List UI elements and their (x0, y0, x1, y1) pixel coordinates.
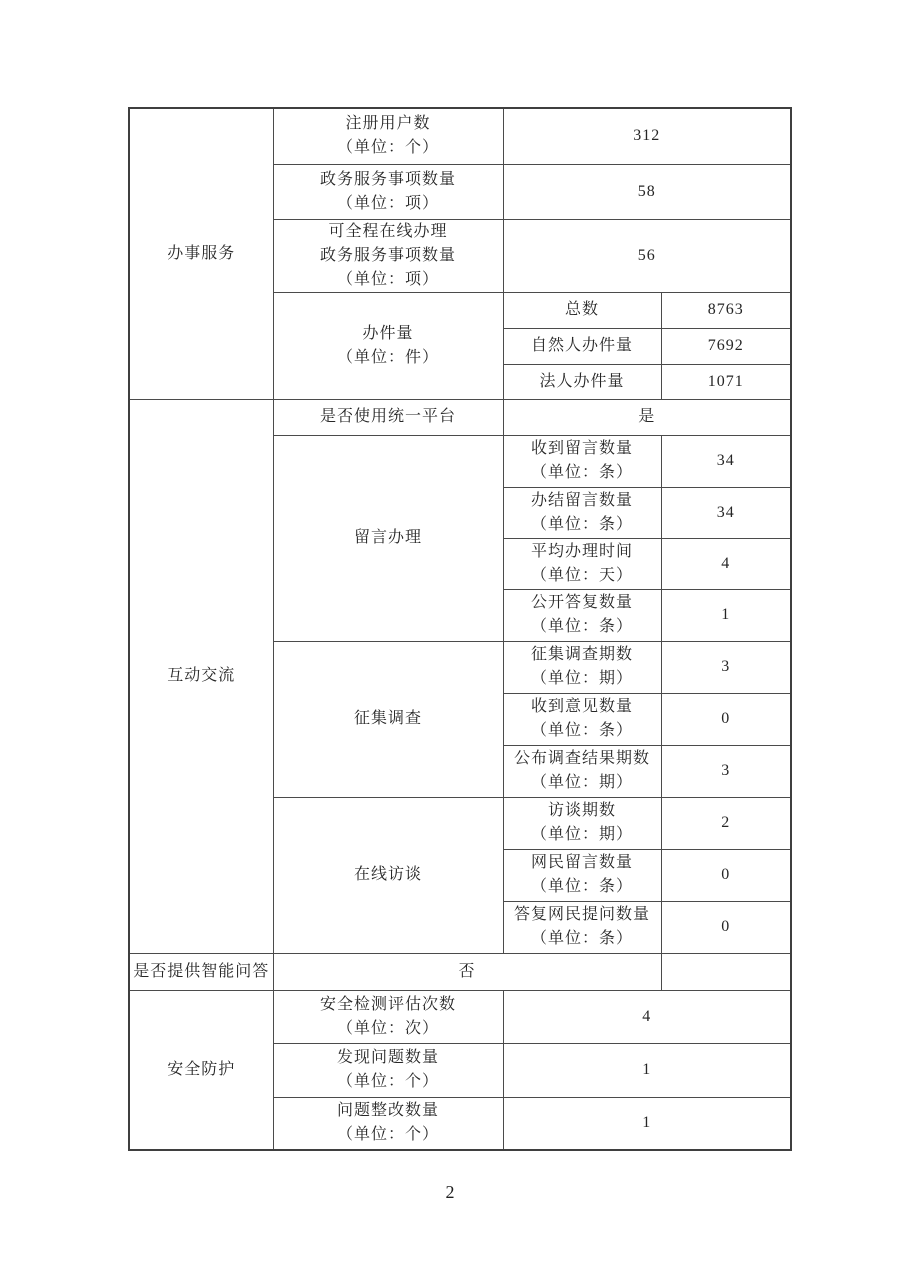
category-label: 安全防护 (167, 1060, 236, 1078)
government-service-report-table (128, 107, 792, 1151)
metric-label: 政务服务事项数量 (319, 246, 456, 264)
metric-value: 是 (503, 399, 791, 435)
metric-value: 58 (503, 164, 791, 219)
metric-label: 可全程在线办理 (328, 222, 448, 240)
metric-value: 1 (503, 1097, 791, 1150)
sub-metric-value: 2 (661, 797, 791, 849)
sub-metric-value: 3 (661, 745, 791, 797)
metric-unit: （单位：个） (336, 139, 439, 157)
sub-metric-value: 34 (661, 487, 791, 538)
page-number: 2 (445, 1182, 455, 1202)
group-label: 办件量 (362, 324, 414, 342)
metric-unit: （单位：个） (336, 1073, 439, 1090)
sub-metric-label: 访谈期数 (547, 802, 616, 819)
sub-metric-unit: （单位：条） (530, 878, 633, 895)
sub-metric-unit: （单位：条） (530, 618, 633, 635)
metric-label: 是否提供智能问答 (129, 953, 273, 990)
sub-metric-label: 网民留言数量 (530, 854, 633, 871)
sub-metric-unit: （单位：期） (530, 774, 633, 791)
metric-label: 是否使用统一平台 (273, 399, 503, 435)
sub-metric-unit: （单位：条） (530, 464, 633, 481)
sub-metric-value: 0 (661, 693, 791, 745)
metric-label-cell (273, 990, 503, 1043)
sub-metric-label: 公开答复数量 (530, 594, 633, 611)
category-cell-security (129, 990, 273, 1150)
sub-metric-unit: （单位：天） (530, 566, 633, 584)
metric-value: 56 (503, 219, 791, 292)
sub-metric-label: 公布调查结果期数 (513, 750, 650, 767)
sub-metric-label: 自然人办件量 (503, 328, 661, 364)
metric-label: 政务服务事项数量 (319, 170, 456, 188)
metric-label-cell (273, 1043, 503, 1097)
sub-metric-value: 8763 (661, 292, 791, 328)
metric-unit: （单位：个） (336, 1126, 439, 1144)
sub-metric-label-cell (503, 435, 661, 487)
sub-metric-value: 1071 (661, 364, 791, 399)
metric-label: 发现问题数量 (336, 1049, 439, 1066)
sub-metric-unit: （单位：期） (530, 826, 633, 843)
sub-metric-label-cell (503, 693, 661, 745)
metric-label: 问题整改数量 (336, 1102, 439, 1120)
sub-metric-label-cell (503, 797, 661, 849)
sub-metric-label-cell (503, 849, 661, 901)
metric-value: 1 (503, 1043, 791, 1097)
category-label: 办事服务 (167, 244, 236, 262)
metric-value: 312 (503, 108, 791, 164)
metric-label: 注册用户数 (345, 115, 431, 133)
sub-metric-label-cell (503, 589, 661, 641)
metric-label-cell (273, 1097, 503, 1150)
metric-unit: （单位：项） (336, 194, 439, 212)
sub-metric-unit: （单位：期） (530, 670, 633, 687)
sub-metric-label: 法人办件量 (503, 364, 661, 399)
group-label: 征集调查 (353, 710, 422, 727)
sub-metric-label: 总数 (503, 292, 661, 328)
sub-metric-label-cell (503, 745, 661, 797)
sub-metric-label: 答复网民提问数量 (513, 906, 650, 923)
sub-metric-label: 平均办理时间 (530, 542, 633, 560)
sub-metric-label: 征集调查期数 (530, 646, 633, 663)
metric-unit: （单位：项） (336, 270, 439, 288)
sub-metric-label-cell (503, 487, 661, 538)
category-cell-interaction (129, 399, 273, 953)
metric-value: 4 (503, 990, 791, 1043)
category-label: 互动交流 (167, 667, 236, 684)
sub-metric-value: 0 (661, 849, 791, 901)
group-label-cell (273, 435, 503, 641)
sub-metric-value: 3 (661, 641, 791, 693)
sub-metric-value: 7692 (661, 328, 791, 364)
category-cell-service (129, 108, 273, 399)
sub-metric-unit: （单位：条） (530, 722, 633, 739)
group-label: 在线访谈 (353, 866, 422, 883)
metric-label-cell (273, 164, 503, 219)
group-unit: （单位：件） (336, 348, 439, 366)
sub-metric-value: 0 (661, 901, 791, 953)
sub-metric-unit: （单位：条） (530, 930, 633, 947)
metric-label-cell (273, 108, 503, 164)
metric-value: 否 (273, 953, 661, 990)
metric-unit: （单位：次） (336, 1019, 439, 1037)
sub-metric-unit: （单位：条） (530, 515, 633, 533)
sub-metric-label-cell (503, 538, 661, 589)
group-label-cell (273, 797, 503, 953)
group-label: 留言办理 (353, 529, 422, 546)
sub-metric-label-cell (503, 901, 661, 953)
sub-metric-value: 34 (661, 435, 791, 487)
sub-metric-label: 收到意见数量 (530, 698, 633, 715)
metric-label-cell (273, 219, 503, 292)
sub-metric-value: 1 (661, 589, 791, 641)
sub-metric-label: 办结留言数量 (530, 491, 633, 509)
sub-metric-label: 收到留言数量 (530, 440, 633, 457)
sub-metric-value: 4 (661, 538, 791, 589)
metric-label: 安全检测评估次数 (319, 995, 456, 1013)
sub-metric-label-cell (503, 641, 661, 693)
group-label-cell (273, 641, 503, 797)
group-label-cell (273, 292, 503, 399)
